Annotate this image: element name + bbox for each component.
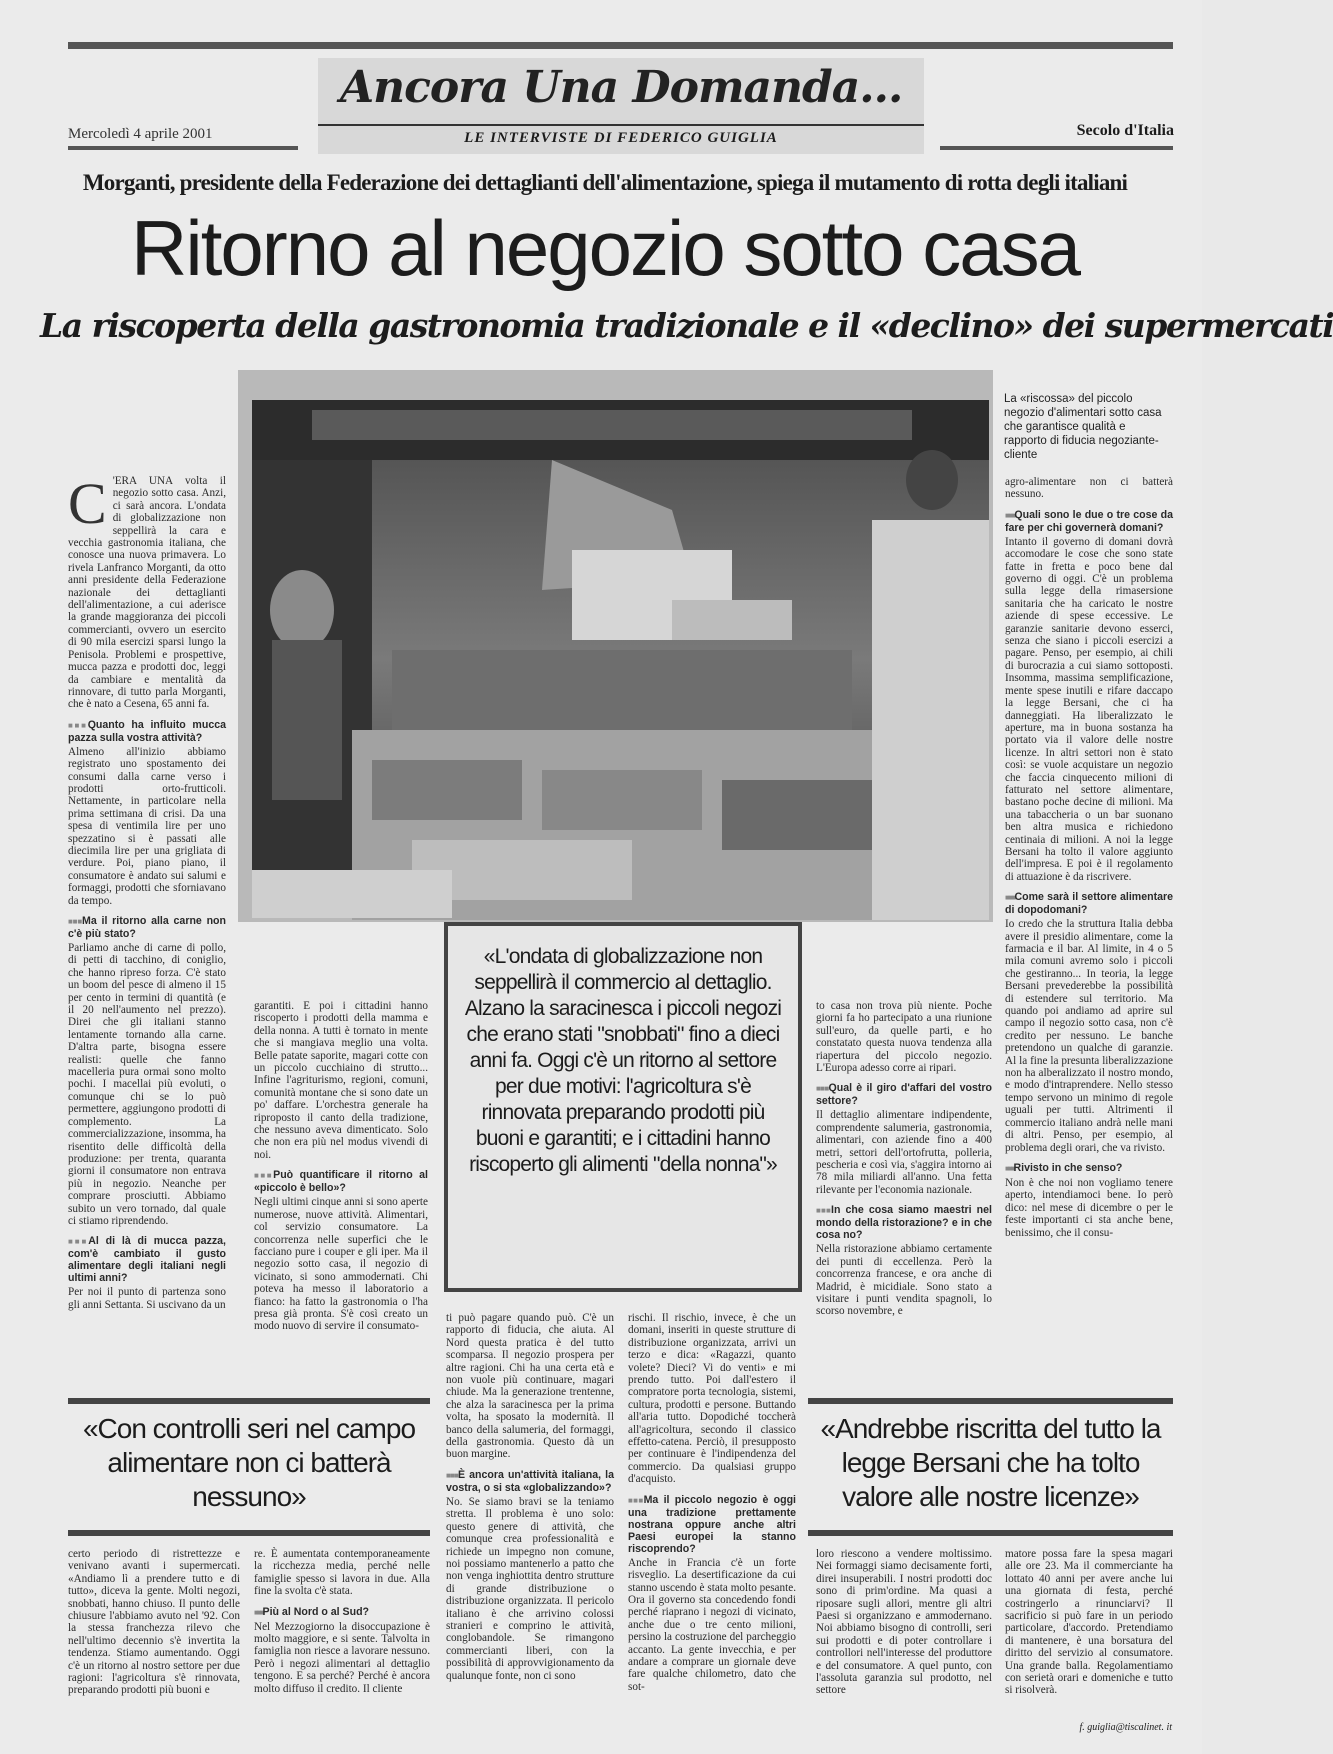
author-email: f. guiglia@tiscalinet. it [1079,1722,1172,1733]
article-column-5 [1005,476,1173,1396]
question-9: ■■■ Quali sono le due o tre cose da fare per chi governerà domani? [1005,509,1173,534]
subheadline: La riscoperta della gastronomia tradizionale e il «declino» dei supermercati [40,306,1333,345]
intro-paragraph: 'ERA UNA volta il negozio sotto casa. Anzi, ci sarà ancora. L'ondata di globalizzazione non seppellirà la cara e vecchia gastronomia italiana, che conosce una nuova primavera. Lo rivela Lanfranco Morganti, da otto anni presidente della Federazione nazionale dei dettaglianti dell'alimentazione, a cui aderisce la grande maggioranza dei piccoli commercianti, ovvero un esercito di 90 mila esercizi sparsi lungo la Penisola. Problemi e prospettive, mucca pazza e prodotti doc, leggi da cambiare e mentalità da rinnovare, di tutto parla Morganti, che è nato a Cesena, 65 anni fa. [68,475,226,711]
article-column-4a [628,1312,796,1752]
shop-counter-photo [252,400,989,918]
masthead-rule [318,124,924,126]
drop-cap: C [68,471,107,536]
pull-quote-center: «L'ondata di globalizzazione non seppellirà il commercio al dettaglio. Alzano la saracinesca i piccoli negozi che erano stati "snobbati" fino a dieci anni fa. Oggi c'è un ritorno al settore per due motivi: l'agricoltura s'è rinnovata preparando prodotti più buoni e garantiti; e i cittadini hanno riscoperto gli alimenti "della nonna"» [444,922,802,1292]
top-rule [68,42,1173,49]
series-subtitle: LE INTERVISTE DI FEDERICO GUIGLIA [464,130,778,146]
pull-quote-left-rule-bottom [68,1530,430,1536]
kicker: Morganti, presidente della Federazione dei dettaglianti dell'alimentazione, spiega il mutamento di rotta degli italiani [82,170,1128,195]
col2-paragraph: garantiti. E poi i cittadini hanno riscoperto i prodotti della mamma e della nonna. A tutti è tornato in mente che si mangiava meglio una volta. Belle patate saporite, magari cotte con un piccolo cucchiaino di strutto... Infine l'agriturismo, regioni, comuni, comunità montane che si sono date un po' daffare. L'orchestra generale ha riproposto il canto della tradizione, che nessuno aveva dimenticato. Solo che non era più nel modus vivendi di noi. [254,1000,428,1161]
bottom2-paragraph: re. È aumentata contemporaneamente la ricchezza media, perché nelle famiglie spesso si lavora in due. Alla fine la svolta c'è stata. [254,1548,430,1598]
question-6: ■■■ Ma il piccolo negozio è oggi una tradizione prettamente nostrana oppure anche altri Paesi europei la stanno riscoprendo? [628,1494,796,1555]
answer-9: Intanto il governo di domani dovrà accomodare le cose che sono state fatte in fretta e poco bene dal governo di oggi. C'è un problema sulla legge della rimasersione sanitaria che ha caricato le nostre aziende di spese eccessive. Le garanzie sanitarie devono esserci, senza che siano i piccoli esercizi a pagare. Penso, per esempio, ai chili di burocrazia a cui siamo sottoposti. Insomma, massima semplificazione, mente spese inutili e rifare daccapo la legge Bersani, che ci ha danneggiati. Ha liberalizzato le aperture, ma in buona sostanza ha portato via il valore delle nostre licenze. In altri settori non è stato così: se vuole acquistare un negozio che faccia cinquecento milioni di fatturato nel settore alimentare, bastano poche decine di milioni. Ma una tabaccheria o un bar suonano ben altra musica e richiedono centinaia di milioni. A noi la legge Bersani ha tolto il valore aggiunto dell'impresa. E poi è il regolamento di attuazione è da riscrivere. [1005,535,1173,883]
answer-5: No. Se siamo bravi se la teniamo stretta. Il problema è uno solo: questo genere di attività, che comunque crea professionalità e richiede un impegno non comune, noi possiamo mantenerlo a patto che non venga inghiottita dentro strutture di grande distribuzione o distribuzione organizzata. Il pericolo italiano è che arrivino colossi stranieri e comprino le attività, conglobandole. Se rimangono commercianti liberi, con la possibilità di approvvigionamento da qualunque fonte, non ci sono [446,1495,614,1682]
bottom2b-paragraph: Nel Mezzogiorno la disoccupazione è molto maggiore, e si sente. Talvolta in famiglia non riesce a lavorare nessuno. Però i negozi alimentari al dettaglio tengono. E sa perché? Perché è ancora molto diffuso il credito. Il cliente [254,1620,430,1695]
question-3: ■■■ Al di là di mucca pazza, com'è cambiato il gusto alimentare degli italiani negli ultimi anni? [68,1235,226,1284]
bottom5-paragraph: matore possa fare la spesa magari alle ore 23. Ma il commerciante ha lottato 40 anni per avere anche lui una giornata di festa, perché costringerlo a rinunciarvi? Il sacrificio si può fare in un periodo particolare, d'accordo. Pretendiamo di mantenere, è una borsatura del diritto del servizio al consumatore. Una grande balla. Regolamentiamo con serietà orari e domeniche e tutto si risolverà. [1005,1548,1173,1697]
bottom-column-2 [254,1548,430,1748]
answer-10: Io credo che la struttura Italia debba avere il presidio alimentare, come la farmacia e il bar. Al limite, in 4 o 5 mila comuni avremo solo i piccoli che gestiranno... In teoria, la legge Bersani prevederebbe la possibilità di estendere sul territorio. Ma quando poi andiamo ad aprire sul campo il negozio sotto casa, non c'è credito per nessuno. Le banche pretendono un qualche di garanzie. Al la fine la presunta liberalizzazione non ha alberalizzato il nostro mondo, e modo d'intraprendere. Nello stesso tempo servono un minimo di regole uguali per tutti. Altrimenti il commercio italiano andrà nelle mani di altri. Penso, per esempio, al problema degli orari, che va rivisto. [1005,918,1173,1154]
bottom4-paragraph: loro riescono a vendere moltissimo. Nei formaggi siamo decisamente forti, direi insuperabili. I nostri prodotti doc sono di prim'ordine. Ma quasi a riposare sugli allori, mentre gli altri Paesi si organizzano e ammodernano. Noi abbiamo bisogno di controlli, seri sui prodotti e di poter controllare i controllori nell'interesse del produttore e del consumatore. A quel punto, con l'assoluta garanzia sul prodotto, nel settore [816,1548,992,1697]
dateline: Mercoledì 4 aprile 2001 [68,126,213,142]
rule-left [68,146,298,150]
pull-quote-left-rule-top [68,1398,430,1404]
newspaper-name: Secolo d'Italia [1076,122,1174,139]
article-column-1 [68,471,226,1380]
bottom1-paragraph: certo periodo di ristrettezze e venivano avanti i supermercati. «Andiamo lì a prendere tutto e di tutto», diceva la gente. Molti negozi, snobbati, hanno chiuso. Il punto delle chiusure l'abbiamo avuto nel '92. Con la stessa franchezza rilevo che nell'ultimo decennio s'è invertita la tendenza. Stiamo aumentando. Oggi c'è un ritorno al nostro settore per due ragioni: l'agricoltura s'è rinnovata, preparando prodotti più buoni e [68,1548,240,1697]
pull-quote-right: «Andrebbe riscritta del tutto la legge Bersani che ha tolto valore alle nostre licenze» [820,1413,1161,1512]
pull-quote-right-rule-bottom [808,1530,1173,1536]
question-11: ■■■ Rivisto in che senso? [1005,1162,1173,1175]
col4b-paragraph: to casa non trova più niente. Poche giorni fa ho partecipato a una riunione sull'euro, da quelle parti, e ho constatato questa nuova tendenza alla riapertura del piccolo negozio. L'Europa adesso corre ai ripari. [816,1000,992,1075]
answer-3: Per noi il punto di partenza sono gli anni Settanta. Si uscivano da un [68,1286,226,1311]
question-12: ■■■ Più al Nord o al Sud? [254,1606,430,1619]
series-title: Ancora Una Domanda... [340,62,903,113]
bottom-column-4 [816,1548,992,1748]
question-1: ■■■ Quanto ha influito mucca pazza sulla vostra attività? [68,719,226,744]
bottom-column-1 [68,1548,240,1748]
question-2: ■■■ Ma il ritorno alla carne non c'è più stato? [68,915,226,940]
col5-paragraph: agro-alimentare non ci batterà nessuno. [1005,476,1173,501]
answer-8: Nella ristorazione abbiamo certamente dei punti di eccellenza. Però la concorrenza francese, e ora anche di Madrid, è micidiale. Sono stato a visitare i punti vendita spagnoli, lo scorso novembre, e [816,1243,992,1318]
article-column-3 [446,1312,614,1752]
answer-4: Negli ultimi cinque anni si sono aperte numerose, nuove attività. Alimentari, col servizio consumatore. La concorrenza nelle superfici che le facciano pure i couper e gli iper. Ma il negozio sotto casa, il negozio di vicinato, si sono ammodernati. Chi poteva ha messo il laboratorio a fianco: ha fatto la gastronomia o l'ha presa già pronta. S'è così creato un modo nuovo di servire il consumato- [254,1196,428,1333]
question-7: ■■■ Qual è il giro d'affari del vostro settore? [816,1082,992,1107]
pull-quote-right-rule-top [808,1398,1173,1404]
headline: Ritorno al negozio sotto casa [131,204,1079,292]
bottom-column-5 [1005,1548,1173,1720]
col3-paragraph: ti può pagare quando può. C'è un rapporto di fiducia, che aiuta. Al Nord questa pratica è del tutto scomparsa. Il negozio prospera per altre ragioni. Chi ha una certa età e non vuole più continuare, magari chiude. Ma la generazione trentenne, che alza la saracinesca per la prima volta, ha sposato la modernità. Il banco della salumeria, del formaggi, della gastronomia. Questo dà un buon margine. [446,1312,614,1461]
pull-quote-left: «Con controlli seri nel campo alimentare non ci batterà nessuno» [82,1413,416,1512]
question-4: ■■■ Può quantificare il ritorno al «piccolo è bello»? [254,1169,428,1194]
answer-11: Non è che noi non vogliamo tenere aperto, intendiamoci bene. Io però dico: nel mese di dicembre o per le feste importanti ci sta anche bene, benissimo, che il consu- [1005,1176,1173,1239]
question-8: ■■■ In che cosa siamo maestri nel mondo della ristorazione? e in che cosa no? [816,1204,992,1241]
article-column-2 [254,1000,428,1385]
answer-1: Almeno all'inizio abbiamo registrato uno spostamento dei consumi dalla carne verso i prodotti orto-frutticoli. Nettamente, in particolare nella prima settimana di crisi. Da una spesa di ventimila lire per uno spezzatino si è passati alle diecimila lire per una grigliata di verdure. Poi, piano piano, il consumatore è andato sui salumi e formaggi, prodotti che sforniavano da tempo. [68,745,226,907]
col4-paragraph: rischi. Il rischio, invece, è che un domani, inseriti in queste strutture di distribuzione organizzata, arrivi un terzo e dica: «Ragazzi, quanto volete? Dieci? Vi do venti» e mi prendo tutto. Poi dall'estero il compratore porta tecnologia, sistemi, cultura, prodotti e persone. Buttando all'aria tutto. Dopodiché toccherà all'agricoltura, secondo il classico effetto-catena. Perciò, il presupposto per continuare è l'indipendenza del commercio. Da qualsiasi gruppo d'acquisto. [628,1312,796,1486]
answer-7: Il dettaglio alimentare indipendente, comprendente salumeria, gastronomia, alimentari, con aziende fino a 400 metri, settori dell'ortofrutta, polleria, pescheria e così via, s'aggira intorno ai 78 mila miliardi all'anno. Una fetta rilevante per l'economia nazionale. [816,1109,992,1196]
answer-6: Anche in Francia c'è un forte risveglio. La desertificazione da cui stanno uscendo è stata molto pesante. Ora il governo sta concedendo fondi perché riaprano i negozi di vicinato, anche due o tre cento milioni, persino la costruzione del parcheggio accanto. La gente invecchia, e per andare a comprare un giornale deve fare qualche chilometro, dato che sot- [628,1556,796,1693]
article-column-4b [816,1000,992,1385]
question-5: ■■■ È ancora un'attività italiana, la vostra, o si sta «globalizzando»? [446,1469,614,1494]
question-10: ■■■ Come sarà il settore alimentare di dopodomani? [1005,891,1173,916]
rule-right [940,146,1173,150]
photo-caption: La «riscossa» del piccolo negozio d'alimentari sotto casa che garantisce qualità e rapporto di fiducia negoziante-cliente [1004,393,1162,461]
answer-2: Parliamo anche di carne di pollo, di petti di tacchino, di coniglio, che hanno ripreso forza. C'è stato un boom del pesce di almeno il 15 per cento in termini di quantità (e il 20 nell'aumento nel prezzo). Direi che gli italiani stanno lentamente tornando alla carne. D'altra parte, bisogna essere realisti: quelle che fanno macelleria pura ormai sono molto pochi. I macellai più evoluti, o comunque chi se lo può permettere, aggiungono prodotti di complemento. La commercializzazione, insomma, ha risentito delle difficoltà della produzione: per trenta, quaranta giorni il consumatore non entrava più in negozio. Neanche per comprare prosciutti. Abbiamo subito un vero tornado, dal quale ci stiamo riprendendo. [68,942,226,1227]
